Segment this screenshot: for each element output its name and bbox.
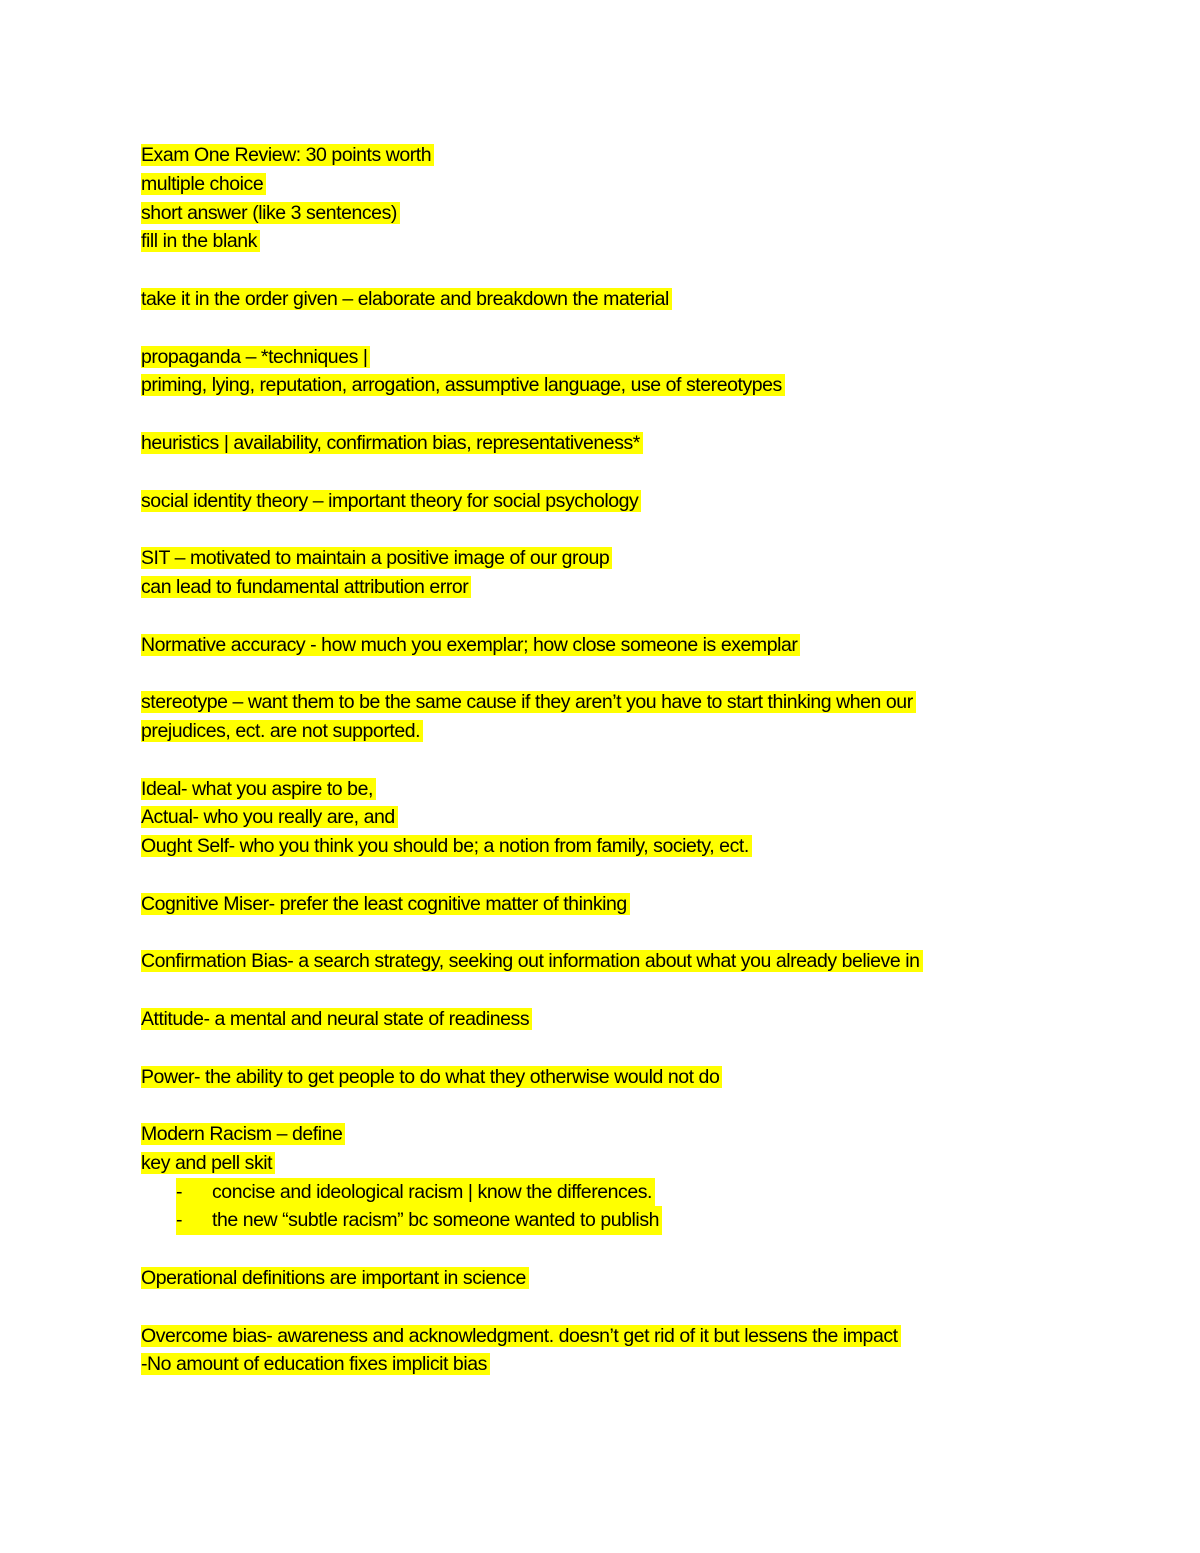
format-item: fill in the blank bbox=[141, 230, 260, 252]
note-line bbox=[141, 688, 1081, 717]
bullet-marker: - bbox=[176, 1209, 183, 1232]
document-body bbox=[141, 141, 1081, 1379]
bullet-marker: - bbox=[176, 1180, 183, 1203]
format-item: multiple choice bbox=[141, 173, 266, 195]
implicit-bias-note: -No amount of education fixes implicit bias bbox=[141, 1353, 490, 1375]
blank-line bbox=[141, 746, 1081, 775]
blank-line bbox=[141, 515, 1081, 544]
note-line bbox=[141, 544, 1081, 573]
note-line bbox=[141, 832, 1081, 861]
note-line bbox=[141, 947, 1081, 976]
bullet-label: the new “subtle racism” bc someone wanted to publish bbox=[212, 1209, 660, 1232]
power-note: Power- the ability to get people to do what they otherwise would not do bbox=[141, 1066, 722, 1088]
note-line bbox=[141, 803, 1081, 832]
overcome-bias-note: Overcome bias- awareness and acknowledgment. doesn’t get rid of it but lessens the impact bbox=[141, 1325, 901, 1347]
stereotype-note: stereotype – want them to be the same cause if they aren’t you have to start thinking when our bbox=[141, 691, 916, 713]
sit-theory-note: social identity theory – important theory for social psychology bbox=[141, 490, 641, 512]
blank-line bbox=[141, 659, 1081, 688]
list-item bbox=[141, 1206, 1081, 1235]
list-item bbox=[141, 1178, 1081, 1207]
note-line bbox=[141, 487, 1081, 516]
note-line bbox=[141, 1350, 1081, 1379]
note-line bbox=[141, 1264, 1081, 1293]
blank-line bbox=[141, 1235, 1081, 1264]
note-line bbox=[141, 1149, 1081, 1178]
format-line bbox=[141, 227, 1081, 256]
cognitive-miser-note: Cognitive Miser- prefer the least cognitive matter of thinking bbox=[141, 893, 630, 915]
modern-racism-note: Modern Racism – define bbox=[141, 1123, 345, 1145]
sit-note: SIT – motivated to maintain a positive image of our group bbox=[141, 547, 612, 569]
blank-line bbox=[141, 1034, 1081, 1063]
blank-line bbox=[141, 1293, 1081, 1322]
propaganda-heading: propaganda – *techniques | bbox=[141, 346, 370, 368]
blank-line bbox=[141, 976, 1081, 1005]
actual-self-note: Actual- who you really are, and bbox=[141, 806, 398, 828]
note-line bbox=[141, 890, 1081, 919]
bullet-text bbox=[176, 1178, 655, 1207]
note-line bbox=[141, 1005, 1081, 1034]
blank-line bbox=[141, 314, 1081, 343]
note-line bbox=[141, 1322, 1081, 1351]
confirmation-bias-note: Confirmation Bias- a search strategy, seeking out information about what you already believe in bbox=[141, 950, 923, 972]
normative-accuracy-note: Normative accuracy - how much you exemplar; how close someone is exemplar bbox=[141, 634, 800, 656]
blank-line bbox=[141, 1091, 1081, 1120]
blank-line bbox=[141, 919, 1081, 948]
heuristics-note: heuristics | availability, confirmation bias, representativeness* bbox=[141, 432, 643, 454]
note-line bbox=[141, 573, 1081, 602]
format-line bbox=[141, 170, 1081, 199]
skit-note: key and pell skit bbox=[141, 1152, 275, 1174]
blank-line bbox=[141, 400, 1081, 429]
blank-line bbox=[141, 458, 1081, 487]
note-line bbox=[141, 1063, 1081, 1092]
blank-line bbox=[141, 602, 1081, 631]
exam-title-line bbox=[141, 141, 1081, 170]
blank-line bbox=[141, 861, 1081, 890]
format-line bbox=[141, 199, 1081, 228]
note-line bbox=[141, 371, 1081, 400]
order-note: take it in the order given – elaborate and breakdown the material bbox=[141, 288, 672, 310]
bullet-label: concise and ideological racism | know the differences. bbox=[212, 1180, 652, 1203]
operational-definitions-note: Operational definitions are important in science bbox=[141, 1267, 529, 1289]
ought-self-note: Ought Self- who you think you should be; a notion from family, society, ect. bbox=[141, 835, 752, 857]
note-line bbox=[141, 775, 1081, 804]
exam-title: Exam One Review: 30 points worth bbox=[141, 144, 434, 166]
ideal-self-note: Ideal- what you aspire to be, bbox=[141, 778, 376, 800]
note-line bbox=[141, 343, 1081, 372]
note-line bbox=[141, 1120, 1081, 1149]
sit-note-continued: can lead to fundamental attribution error bbox=[141, 576, 471, 598]
blank-line bbox=[141, 256, 1081, 285]
propaganda-techniques: priming, lying, reputation, arrogation, assumptive language, use of stereotypes bbox=[141, 374, 785, 396]
note-line bbox=[141, 631, 1081, 660]
attitude-note: Attitude- a mental and neural state of readiness bbox=[141, 1008, 532, 1030]
stereotype-note-continued: prejudices, ect. are not supported. bbox=[141, 720, 423, 742]
note-line bbox=[141, 429, 1081, 458]
note-line bbox=[141, 285, 1081, 314]
format-item: short answer (like 3 sentences) bbox=[141, 202, 400, 224]
note-line bbox=[141, 717, 1081, 746]
bullet-text bbox=[176, 1206, 662, 1235]
